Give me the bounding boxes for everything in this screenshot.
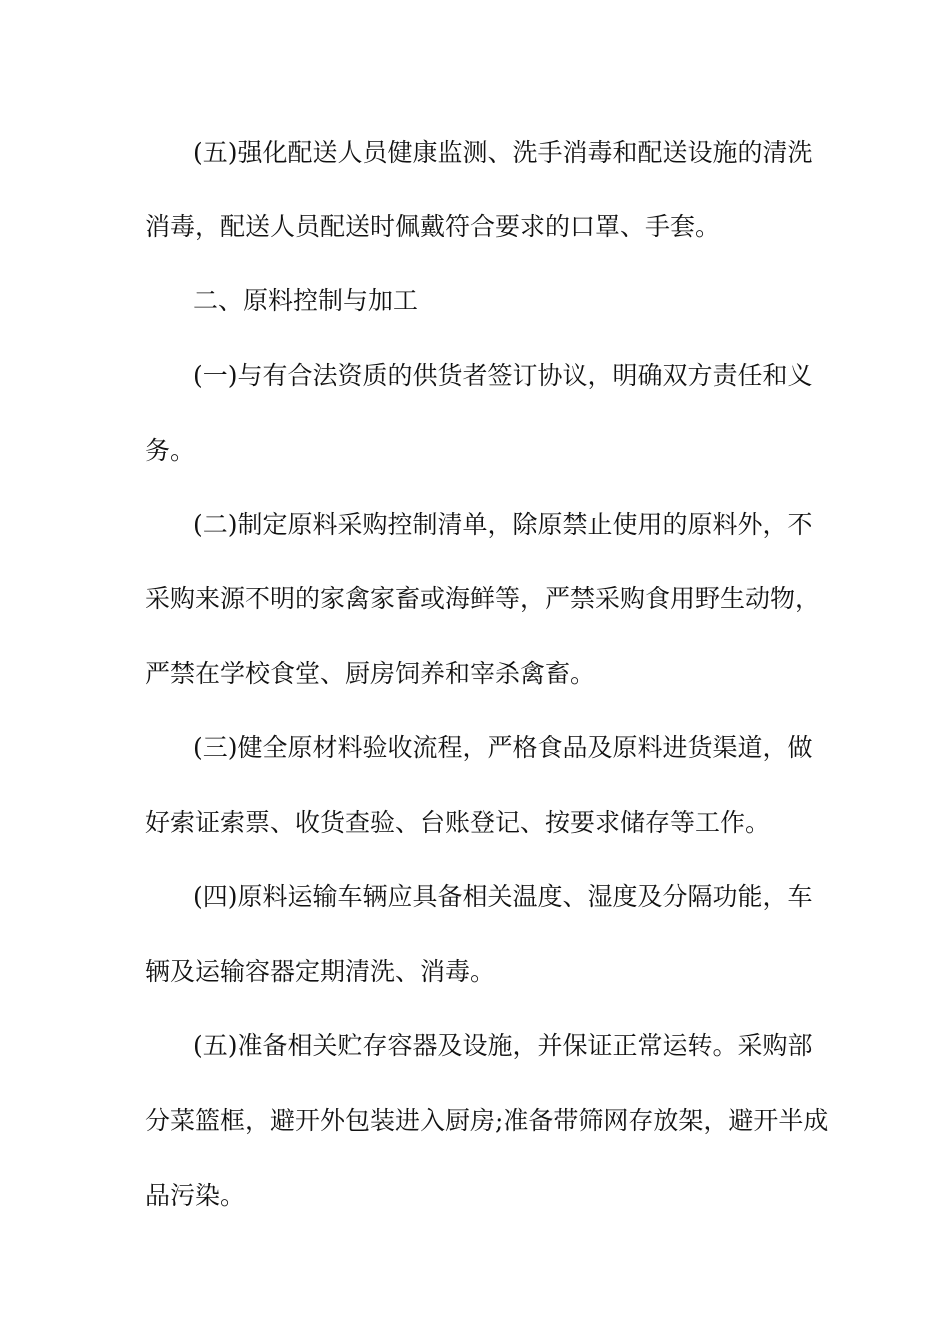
paragraph-material-5-line-1: (五)准备相关贮存容器及设施，并保证正常运转。采购部 [193,1031,813,1060]
section-heading-raw-material-control: 二、原料控制与加工 [193,286,419,315]
paragraph-material-2-line-3: 严禁在学校食堂、厨房饲养和宰杀禽畜。 [145,659,596,688]
paragraph-material-5-line-2: 分菜篮框，避开外包装进入厨房;准备带筛网存放架，避开半成 [145,1106,829,1135]
paragraph-material-2-line-1: (二)制定原料采购控制清单，除原禁止使用的原料外，不 [193,510,813,539]
paragraph-material-4-line-1: (四)原料运输车辆应具备相关温度、湿度及分隔功能，车 [193,882,813,911]
paragraph-delivery-5-line-2: 消毒，配送人员配送时佩戴符合要求的口罩、手套。 [145,212,721,241]
paragraph-delivery-5-line-1: (五)强化配送人员健康监测、洗手消毒和配送设施的清洗 [193,138,813,167]
paragraph-material-5-line-3: 品污染。 [145,1181,246,1210]
paragraph-material-4-line-2: 辆及运输容器定期清洗、消毒。 [145,957,496,986]
paragraph-material-3-line-1: (三)健全原材料验收流程，严格食品及原料进货渠道，做 [193,733,813,762]
paragraph-material-1-line-2: 务。 [145,436,196,465]
paragraph-material-1-line-1: (一)与有合法资质的供货者签订协议，明确双方责任和义 [193,361,813,390]
paragraph-material-3-line-2: 好索证索票、收货查验、台账登记、按要求储存等工作。 [145,808,771,837]
paragraph-material-2-line-2: 采购来源不明的家禽家畜或海鲜等，严禁采购食用野生动物， [145,584,821,613]
